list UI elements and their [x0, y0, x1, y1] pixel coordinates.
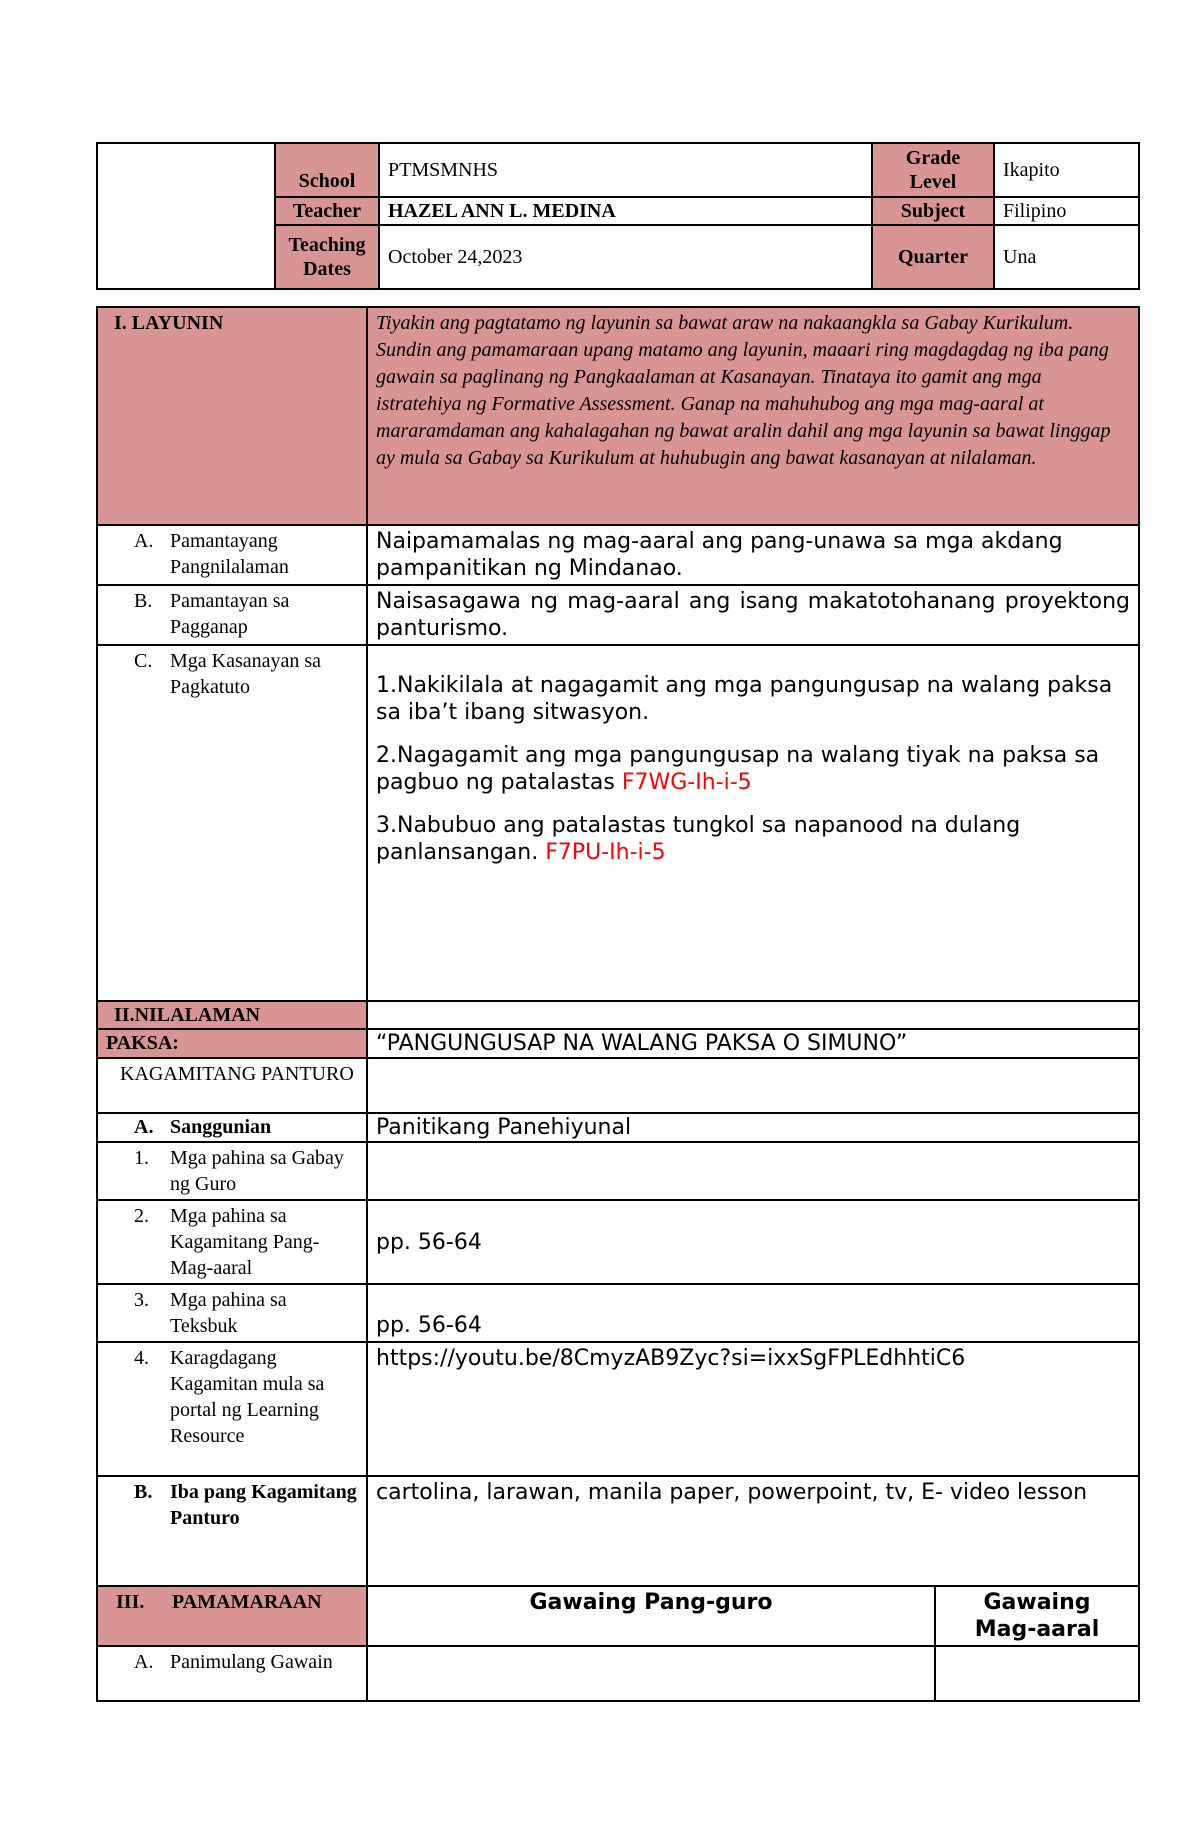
item-label: Mga Kasanayan sa Pagkatuto: [170, 650, 322, 698]
pagganap-line: Naisasagawa ng mag-aaral ang isang makatotohanang proyektong panturismo.: [376, 589, 1130, 641]
iba-pang-kagamitan-value: cartolina, larawan, manila paper, powerpoint, tv, E- video lesson: [367, 1476, 1139, 1586]
objective-3: [376, 812, 1130, 866]
pahina-teksbuk-value: pp. 56-64: [367, 1284, 1139, 1342]
objective-1: [376, 672, 1130, 726]
teacher-label: Teacher: [275, 197, 379, 225]
item-letter: A.: [134, 1651, 154, 1673]
item-label: Mga pahina sa Gabay ng Guro: [170, 1147, 344, 1195]
item-letter: B.: [134, 1481, 153, 1503]
grade-value: Ikapito: [994, 143, 1139, 197]
sanggunian-cell: [97, 1113, 367, 1142]
kagamitan-blank: [367, 1058, 1139, 1113]
item-number: 1.: [134, 1147, 149, 1169]
pamantayang-pangnilalaman-cell: [97, 525, 367, 585]
item-label: Iba pang Kagamitang Panturo: [170, 1481, 357, 1529]
pamantayang-pangnilalaman-value: Naipamamalas ng mag-aaral ang pang-unawa sa mga akdang pampanitikan ng Mindanao.: [367, 525, 1139, 585]
objective-text: 1.Nakikilala at nagagamit ang mga pangungusap na walang paksa sa iba’t ibang sitwasyon.: [376, 673, 1113, 725]
item-number: 4.: [134, 1347, 149, 1369]
item-number: 2.: [134, 1205, 149, 1227]
item-label: Sanggunian: [170, 1116, 272, 1138]
iba-pang-kagamitan-cell: [97, 1476, 367, 1586]
competency-code: F7WG-Ih-i-5: [621, 770, 752, 795]
item-label: Mga pahina sa Teksbuk: [170, 1289, 287, 1337]
karagdagang-kagamitan-cell: [97, 1342, 367, 1476]
panimulang-guro-blank: [367, 1646, 935, 1701]
grade-label: Grade Level: [872, 143, 994, 197]
quarter-label: Quarter: [872, 225, 994, 289]
header-table: [96, 142, 1140, 290]
sanggunian-value: Panitikang Panehiyunal: [367, 1113, 1139, 1142]
item-letter: A.: [134, 1116, 154, 1138]
item-label: Mga pahina sa Kagamitang Pang-Mag-aaral: [170, 1205, 320, 1279]
layunin-description: Tiyakin ang pagtatamo ng layunin sa bawat araw na nakaangkla sa Gabay Kurikulum. Sundin ang pamamaraan upang matamo ang layunin, maaari ring magdagdag ng iba pang gawain sa paglinang ng Pangkaalaman at Kasanayan. Tinataya ito gamit ang mga istratehiya ng Formative Assessment. Ganap na mahuhubog ang mga mag-aaral at mararamdaman ang kahalagahan ng bawat aralin dahil ang mga layunin sa bawat linggap ay mula sa Gabay sa Kurikulum at huhubugin ang bawat kasanayan at nilalaman.: [367, 307, 1139, 525]
competency-code: F7PU-Ih-i-5: [545, 840, 666, 865]
gawaing-mag-aaral-header: Gawaing Mag-aaral: [935, 1586, 1139, 1646]
pahina-kagamitan-value: pp. 56-64: [367, 1200, 1139, 1284]
item-letter: B.: [134, 590, 153, 612]
dates-label: Teaching Dates: [275, 225, 379, 289]
item-label: Pamantayang Pangnilalaman: [170, 530, 289, 578]
layunin-label: I. LAYUNIN: [97, 307, 367, 525]
quarter-value: Una: [994, 225, 1139, 289]
nilalaman-blank: [367, 1001, 1139, 1029]
paksa-label: PAKSA:: [97, 1029, 367, 1058]
pamantayan-pagganap-value: [367, 585, 1139, 645]
resource-link[interactable]: https://youtu.be/8CmyzAB9Zyc?si=ixxSgFPLEdhhtiC6: [367, 1342, 1139, 1476]
pahina-kagamitan-cell: [97, 1200, 367, 1284]
item-letter: C.: [134, 650, 153, 672]
item-label: Karagdagang Kagamitan mula sa portal ng Learning Resource: [170, 1347, 325, 1447]
pahina-teksbuk-cell: [97, 1284, 367, 1342]
school-value: PTMSMNHS: [379, 143, 872, 197]
panimulang-gawain-cell: [97, 1646, 367, 1701]
panimulang-mag-aaral-blank: [935, 1646, 1139, 1701]
pamantayan-pagganap-cell: [97, 585, 367, 645]
item-label: Panimulang Gawain: [170, 1651, 333, 1673]
objective-text: 2.Nagagamit ang mga pangungusap na walang tiyak na paksa sa pagbuo ng patalastas: [376, 743, 1100, 795]
item-number: 3.: [134, 1289, 149, 1311]
nilalaman-label: II.NILALAMAN: [97, 1001, 367, 1029]
objective-text: 3.Nabubuo ang patalastas tungkol sa napanood na dulang panlansangan.: [376, 813, 1021, 865]
item-letter: A.: [134, 530, 154, 552]
main-table: [96, 306, 1140, 1702]
teacher-value: HAZEL ANN L. MEDINA: [379, 197, 872, 225]
pamamaraan-label: PAMAMARAAN: [172, 1591, 322, 1613]
section-number: III.: [116, 1591, 145, 1613]
subject-label: Subject: [872, 197, 994, 225]
kagamitan-label-cell: [97, 1058, 367, 1113]
item-label: Pamantayan sa Pagganap: [170, 590, 290, 638]
kasanayan-value: [367, 645, 1139, 1001]
header-blank-cell: [97, 143, 275, 289]
kagamitan-label: KAGAMITANG PANTURO: [120, 1063, 354, 1085]
pamamaraan-label-cell: [97, 1586, 367, 1646]
pahina-gabay-value: [367, 1142, 1139, 1200]
dates-value: October 24,2023: [379, 225, 872, 289]
paksa-value: “PANGUNGUSAP NA WALANG PAKSA O SIMUNO”: [367, 1029, 1139, 1058]
kasanayan-cell: [97, 645, 367, 1001]
school-label: School: [275, 143, 379, 197]
pahina-gabay-cell: [97, 1142, 367, 1200]
subject-value: Filipino: [994, 197, 1139, 225]
objective-2: [376, 742, 1130, 796]
gawaing-guro-header: Gawaing Pang-guro: [367, 1586, 935, 1646]
